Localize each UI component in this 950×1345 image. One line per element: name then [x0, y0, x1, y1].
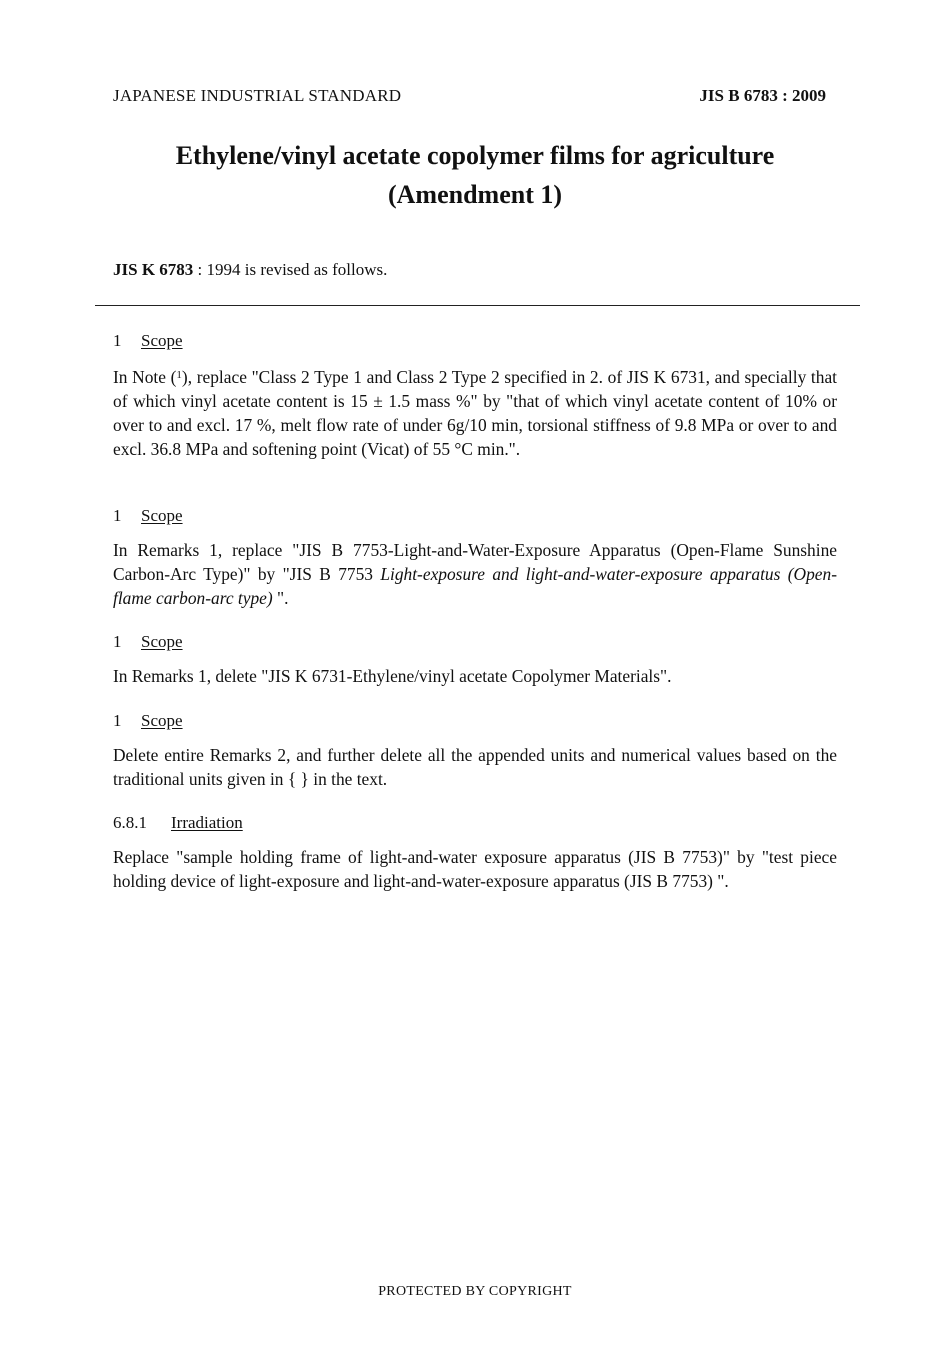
- section-title: Irradiation: [171, 813, 243, 832]
- section-title: Scope: [141, 711, 183, 730]
- section-scope-remarks-delete: [113, 630, 837, 688]
- section-body: Delete entire Remarks 2, and further delete all the appended units and numerical values based on the traditional units given in { } in the text.: [113, 745, 837, 789]
- section-scope-remarks-replace: [113, 504, 837, 610]
- italic-title: Light-exposure and light-and-water-exposure apparatus (Open-flame carbon-arc type): [113, 564, 837, 608]
- title-line-1: Ethylene/vinyl acetate copolymer films for agriculture: [175, 141, 775, 170]
- standard-number: JIS B 6783 : 2009: [699, 86, 826, 105]
- section-title: Scope: [141, 331, 183, 350]
- section-heading: [113, 811, 837, 835]
- section-heading: [113, 630, 837, 654]
- copyright-footer: PROTECTED BY COPYRIGHT: [378, 1284, 572, 1299]
- section-number: 1: [113, 711, 122, 730]
- document-title: [113, 136, 837, 214]
- section-body: Replace "sample holding frame of light-and-water exposure apparatus (JIS B 7753)" by "test piece holding device of light-exposure and light-and-water-exposure apparatus (JIS B 7753) ".: [113, 847, 837, 891]
- intro-statement: [113, 260, 387, 280]
- section-number: 1: [113, 331, 122, 350]
- body-text: ), replace "Class 2 Type 1 and Class 2 Type 2 specified in 2. of JIS K 6731, and specially that of which vinyl acetate content is 15 ± 1.5 mass %" by "that of which vinyl acetate content of 10% or over to and excl. 17 %, melt flow rate of under 6g/10 min, torsional stiffness of 9.8 MPa or over to and excl. 36.8 MPa and softening point (Vicat) of 55 °C min.".: [113, 367, 838, 459]
- section-scope-remarks-2: [113, 709, 837, 791]
- section-heading: [113, 504, 837, 528]
- section-scope-note-1: [113, 329, 837, 461]
- intro-code: JIS K 6783: [113, 260, 194, 279]
- section-number: 1: [113, 506, 122, 525]
- body-text: In Note (: [113, 367, 177, 387]
- intro-text: : 1994 is revised as follows.: [193, 260, 388, 279]
- section-irradiation: [113, 811, 837, 893]
- section-heading: [113, 709, 837, 733]
- section-number: 6.8.1: [113, 813, 147, 832]
- section-body: In Remarks 1, delete "JIS K 6731-Ethylene/vinyl acetate Copolymer Materials".: [113, 666, 672, 686]
- section-heading: [113, 329, 837, 353]
- title-line-2: (Amendment 1): [387, 180, 563, 209]
- body-text: ".: [272, 588, 289, 608]
- section-body: [113, 363, 837, 461]
- standard-label: JAPANESE INDUSTRIAL STANDARD: [113, 86, 402, 105]
- section-title: Scope: [141, 506, 183, 525]
- footnote-ref: 1: [176, 369, 182, 381]
- section-body: [113, 538, 837, 610]
- section-title: Scope: [141, 632, 183, 651]
- header-divider: [95, 305, 860, 306]
- section-number: 1: [113, 632, 122, 651]
- body-text: In Remarks 1, replace "JIS B 7753-Light-and-Water-Exposure Apparatus (Open-Flame Sunshine Carbon-Arc Type)" by "JIS B 7753: [113, 540, 837, 584]
